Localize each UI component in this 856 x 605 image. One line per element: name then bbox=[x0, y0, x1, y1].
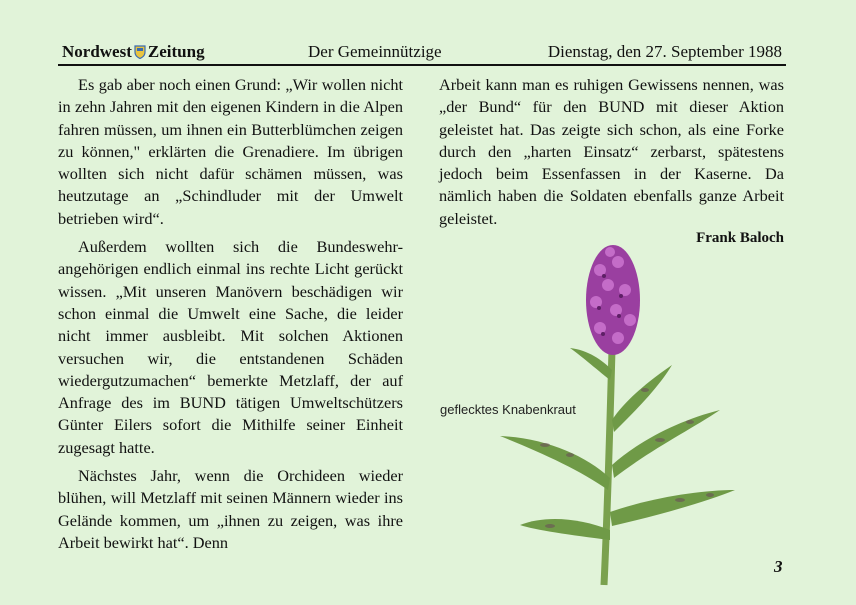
left-column bbox=[58, 74, 403, 560]
newspaper-name bbox=[62, 42, 205, 62]
paragraph: Außerdem wollten sich die Bundeswehr-angehörigen endlich einmal ins rechte Licht gerückt wissen. „Mit unseren Manövern beschädigen wir schon einmal die Umwelt eine Sache, die leider nicht immer ausbleibt. Mit solchen Aktionen versuchen wir, die entstandenen Schäden wiedergutzumachen“ bemerkte Metzlaff, der auf Anfrage des im BUND tätigen Umweltschützers Günter Eilers sofort die Mithilfe seiner Einheit zugesagt hatte. bbox=[58, 237, 403, 457]
section-title: Der Gemeinnützige bbox=[308, 42, 442, 61]
paragraph: Es gab aber noch einen Grund: „Wir wollen nicht in zehn Jahren mit den eigenen Kindern in die Alpen fahren müssen, um ihnen ein Butterblümchen zeigen zu können," erklärten die Grenadiere. Im übrigen wollten sich nicht dafür schämen müssen, was heutzutage an „Schindluder mit der Umwelt betrieben wird“. bbox=[58, 75, 403, 228]
paragraph: Arbeit kann man es ruhigen Gewissens nennen, was „der Bund“ für den BUND mit dieser Aktion geleistet hat. Das zeigte sich schon, als eine Forke durch den „harten Einsatz“ zerbarst, spätestens jedoch beim Essenfassen in der Kaserne. Da nämlich haben die Soldaten ebenfalls ganze Arbeit geleistet. bbox=[439, 75, 784, 228]
coat-of-arms-icon bbox=[134, 45, 146, 59]
right-column bbox=[439, 74, 784, 236]
header-rule bbox=[58, 64, 786, 66]
issue-date: Dienstag, den 27. September 1988 bbox=[547, 42, 782, 61]
paragraph: Nächstes Jahr, wenn die Orchideen wieder blühen, will Metzlaff mit seinen Männern wieder ins Gelände kommen, um „ihnen zu zeigen, was ihre Arbeit bewirkt hat“. Denn bbox=[58, 466, 403, 552]
brand-left: Nordwest bbox=[62, 42, 132, 61]
brand-right: Zeitung bbox=[147, 42, 205, 61]
masthead bbox=[62, 42, 782, 64]
author-byline: Frank Baloch bbox=[696, 230, 784, 246]
page-number: 3 bbox=[774, 557, 783, 576]
image-caption: geflecktes Knabenkraut bbox=[440, 402, 576, 417]
